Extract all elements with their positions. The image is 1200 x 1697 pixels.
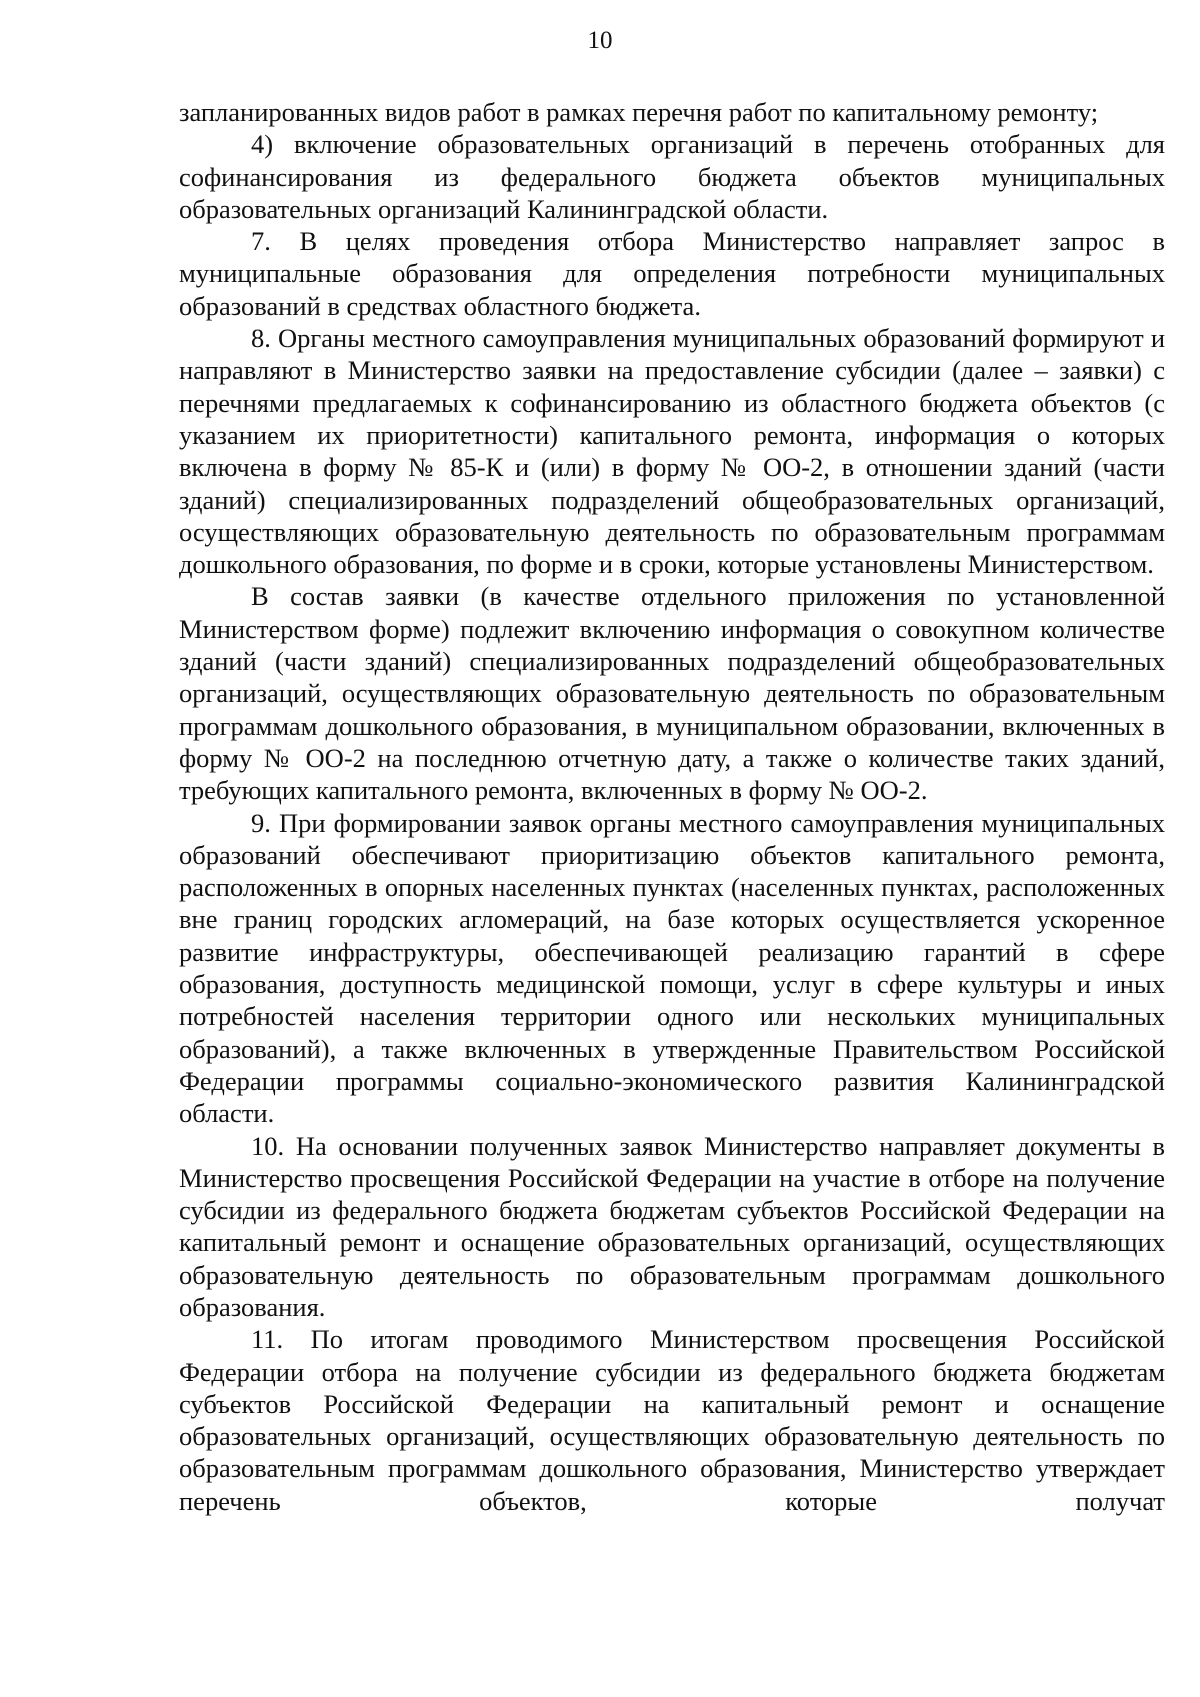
document-body bbox=[179, 96, 1165, 1517]
paragraph-clause-7: 7. В целях проведения отбора Министерство направляет запрос в муниципальные образования для определения потребности муниципальных образований в средствах областного бюджета. bbox=[179, 226, 1165, 321]
paragraph-clause-8: 8. Органы местного самоуправления муниципальных образований формируют и направляют в Министерство заявки на предоставление субсидии (далее – заявки) с перечнями предлагаемых к софинансированию из областного бюджета объектов (с указанием их приоритетности) капитального ремонта, информация о которых включена в форму № 85-К и (или) в форму № ОО-2, в отношении зданий (части зданий) специализированных подразделений общеобразовательных организаций, осуществляющих образовательную деятельность по образовательным программам дошкольного образования, по форме и в сроки, которые установлены Министерством. bbox=[179, 323, 1165, 580]
paragraph-clause-9: 9. При формировании заявок органы местного самоуправления муниципальных образований обеспечивают приоритизацию объектов капитального ремонта, расположенных в опорных населенных пунктах (населенных пунктах, расположенных вне границ городских агломераций, на базе которых осуществляется ускоренное развитие инфраструктуры, обеспечивающей реализацию гарантий в сфере образования, доступность медицинской помощи, услуг в сфере культуры и иных потребностей населения территории одного или нескольких муниципальных образований), а также включенных в утвержденные Правительством Российской Федерации программы социально-экономического развития Калининградской области. bbox=[179, 807, 1165, 1129]
page-number: 10 bbox=[587, 27, 613, 54]
paragraph-application-content: В состав заявки (в качестве отдельного приложения по установленной Министерством форме) подлежит включению информация о совокупном количестве зданий (части зданий) специализированных подразделений общеобразовательных организаций, осуществляющих образовательную деятельность по образовательным программам дошкольного образования, в муниципальном образовании, включенных в форму № ОО-2 на последнюю отчетную дату, а также о количестве таких зданий, требующих капитального ремонта, включенных в форму № ОО-2. bbox=[179, 581, 1165, 806]
paragraph-clause-11: 11. По итогам проводимого Министерством просвещения Российской Федерации отбора на получение субсидии из федерального бюджета бюджетам субъектов Российской Федерации на капитальный ремонт и оснащение образовательных организаций, осуществляющих образовательную деятельность по образовательным программам дошкольного образования, Министерство утверждает перечень объектов, которые получат bbox=[179, 1324, 1165, 1516]
paragraph-clause-10: 10. На основании полученных заявок Министерство направляет документы в Министерство просвещения Российской Федерации на участие в отборе на получение субсидии из федерального бюджета бюджетам субъектов Российской Федерации на капитальный ремонт и оснащение образовательных организаций, осуществляющих образовательную деятельность по образовательным программам дошкольного образования. bbox=[179, 1130, 1165, 1322]
paragraph-item-4: 4) включение образовательных организаций в перечень отобранных для софинансирования из федерального бюджета объектов муниципальных образовательных организаций Калининградской области. bbox=[179, 129, 1165, 224]
paragraph-continuation: запланированных видов работ в рамках перечня работ по капитальному ремонту; bbox=[179, 97, 1099, 127]
